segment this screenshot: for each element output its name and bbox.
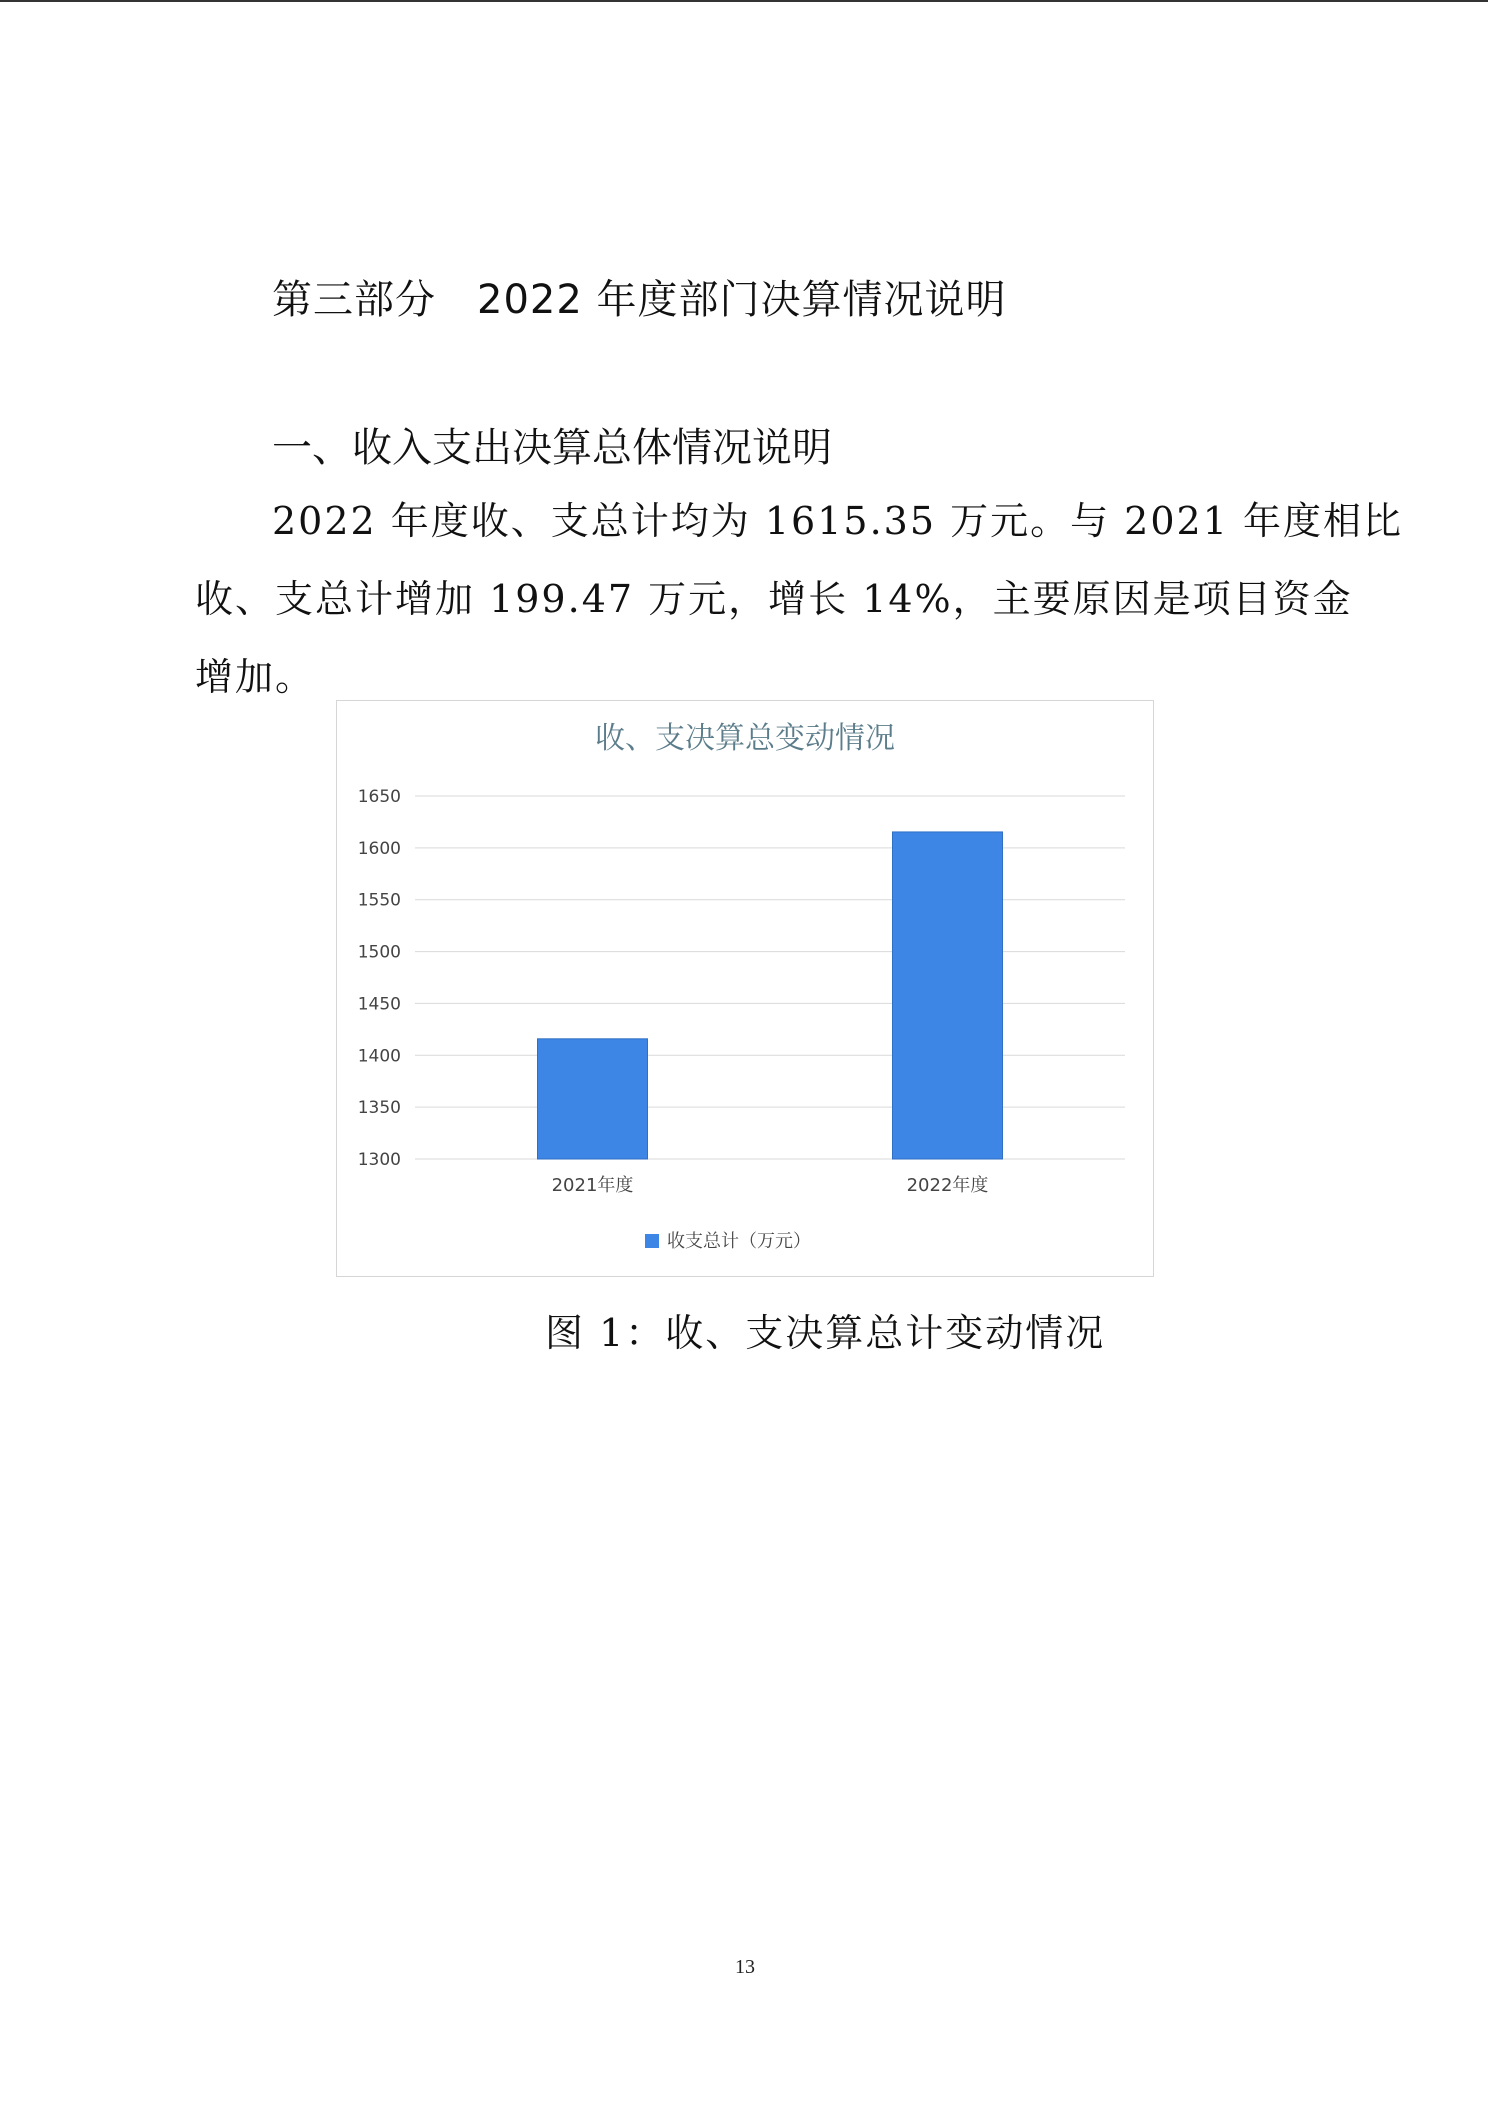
- legend-swatch: [645, 1234, 659, 1248]
- top-border-line: [0, 0, 1488, 2]
- y-tick-label: 1500: [357, 942, 401, 963]
- subsection-title: 一、收入支出决算总体情况说明: [272, 425, 832, 471]
- bar-chart: [336, 700, 1154, 1277]
- paragraph-line-2: 收、支总计增加 199.47 万元，增长 14%，主要原因是项目资金: [195, 577, 1353, 621]
- figure-caption: 图 1：收、支决算总计变动情况: [545, 1311, 1106, 1355]
- bar: [893, 832, 1003, 1159]
- y-tick-label: 1450: [357, 994, 401, 1015]
- paragraph-line-1: 2022 年度收、支总计均为 1615.35 万元。与 2021 年度相比: [272, 499, 1403, 543]
- y-tick-label: 1550: [357, 890, 401, 911]
- x-tick-label: 2022年度: [906, 1175, 989, 1196]
- section-title: 第三部分 2022 年度部门决算情况说明: [272, 277, 1007, 323]
- paragraph-line-3: 增加。: [195, 655, 316, 699]
- y-tick-label: 1350: [357, 1098, 401, 1119]
- bar: [538, 1039, 648, 1159]
- chart-svg: [337, 701, 1153, 1276]
- chart-title: 收、支决算总变动情况: [595, 721, 895, 756]
- x-tick-label: 2021年度: [551, 1175, 634, 1196]
- y-tick-label: 1300: [357, 1150, 401, 1170]
- y-tick-label: 1400: [357, 1046, 401, 1067]
- page-number: 13: [735, 1956, 755, 1978]
- y-tick-label: 1650: [357, 787, 401, 807]
- y-tick-label: 1600: [357, 838, 401, 859]
- legend-label: 收支总计（万元）: [667, 1231, 811, 1252]
